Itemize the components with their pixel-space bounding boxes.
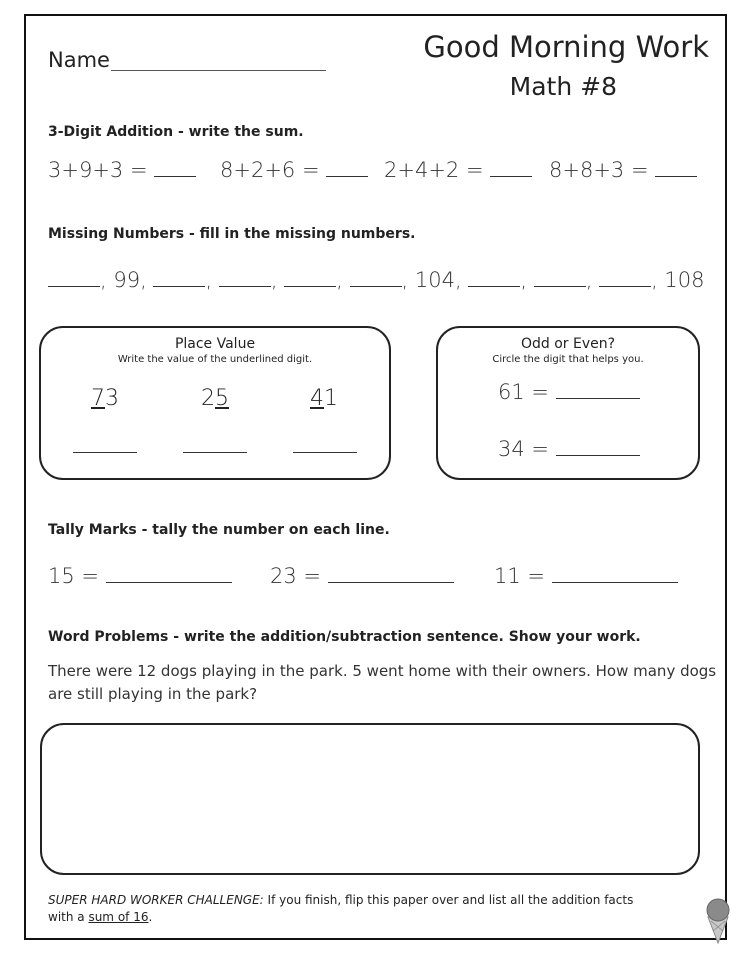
addition-expression: 8+8+3 = [549,158,649,182]
missing-blank[interactable] [350,268,402,287]
tally-expression: 15 = [48,564,99,588]
missing-blank[interactable] [468,268,520,287]
place-value-instructions: Write the value of the underlined digit. [117,354,313,365]
missing-sequence: , 99, , , , , 104, , , , 108 [48,268,705,292]
place-value-answer-line[interactable] [73,452,137,453]
odd-even-item [498,380,640,404]
tally-item [494,564,678,588]
underlined-digit: 5 [215,386,229,411]
place-value-number: 73 [91,386,119,411]
tally-item [270,564,454,588]
place-value-number: 41 [310,386,338,411]
word-problem-line-2: are still playing in the park? [48,685,258,703]
challenge-text: If you finish, flip this paper over and list all the addition facts [267,893,634,907]
missing-blank[interactable] [599,268,651,287]
challenge-sum: sum of 16 [88,910,149,924]
answer-blank[interactable] [490,158,532,177]
name-label: Name [48,48,110,72]
worksheet-subtitle: Math #8 [509,72,617,101]
sequence-number: 104 [414,268,455,292]
odd-even-answer-line[interactable] [556,437,640,456]
tally-answer-line[interactable] [552,564,678,583]
odd-even-expression: 34 = [498,437,549,461]
odd-even-expression: 61 = [498,380,549,404]
tally-answer-line[interactable] [328,564,454,583]
answer-blank[interactable] [154,158,196,177]
addition-problem [384,158,532,182]
odd-even-title: Odd or Even? [520,336,616,352]
addition-problem [549,158,697,182]
work-area-box[interactable] [40,723,700,875]
challenge-line-1 [48,893,633,907]
missing-heading: Missing Numbers - fill in the missing numbers. [48,226,416,242]
addition-expression: 3+9+3 = [48,158,148,182]
place-value-answer-line[interactable] [183,452,247,453]
worksheet-title: Good Morning Work [423,30,709,64]
missing-blank[interactable] [284,268,336,287]
addition-problem [48,158,196,182]
tally-expression: 11 = [494,564,545,588]
answer-blank[interactable] [655,158,697,177]
sequence-number: 99 [113,268,141,292]
underlined-digit: 4 [310,386,324,411]
addition-heading: 3-Digit Addition - write the sum. [48,124,304,140]
missing-blank[interactable] [534,268,586,287]
tally-answer-line[interactable] [106,564,232,583]
word-problems-heading: Word Problems - write the addition/subtraction sentence. Show your work. [48,629,641,645]
challenge-line-2: with a sum of 16. [48,910,153,924]
odd-even-answer-line[interactable] [556,380,640,399]
place-value-answer-line[interactable] [293,452,357,453]
place-value-number: 25 [201,386,229,411]
place-value-title: Place Value [174,336,256,352]
challenge-label: SUPER HARD WORKER CHALLENGE: [48,893,264,907]
missing-blank[interactable] [219,268,271,287]
ice-cream-cone-icon [703,897,733,945]
underlined-digit: 7 [91,386,105,411]
answer-blank[interactable] [326,158,368,177]
tally-item [48,564,232,588]
sequence-number: 108 [664,268,705,292]
odd-even-item [498,437,640,461]
addition-expression: 8+2+6 = [220,158,320,182]
missing-blank[interactable] [48,268,100,287]
odd-even-instructions: Circle the digit that helps you. [492,354,644,365]
name-field[interactable] [111,70,326,71]
addition-expression: 2+4+2 = [384,158,484,182]
addition-problem [220,158,368,182]
word-problem-line-1: There were 12 dogs playing in the park. 5 went home with their owners. How many dogs [48,662,717,680]
tally-heading: Tally Marks - tally the number on each line. [48,522,390,538]
missing-blank[interactable] [153,268,205,287]
tally-expression: 23 = [270,564,321,588]
